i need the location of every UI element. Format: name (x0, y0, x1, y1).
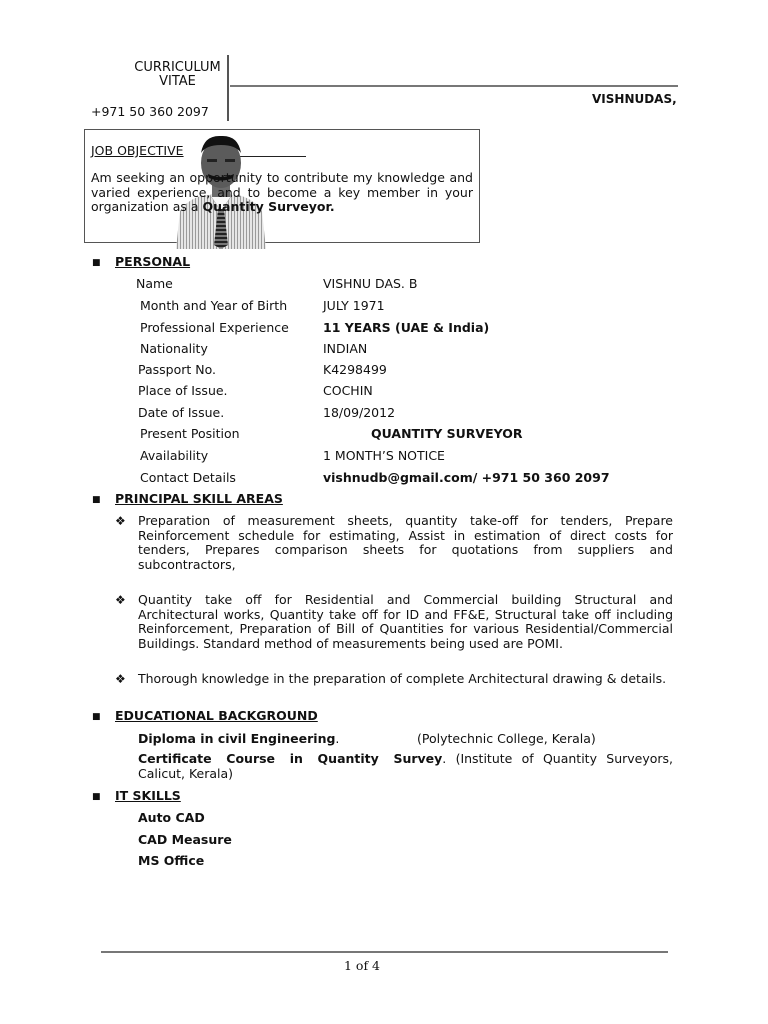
skills-heading-text: PRINCIPAL SKILL AREAS (115, 491, 283, 506)
square-bullet-icon: ■ (92, 495, 101, 505)
personal-value-birth: JULY 1971 (323, 298, 385, 313)
section-education-heading (92, 708, 318, 723)
personal-value-contact: vishnudb@gmail.com/ +971 50 360 2097 (323, 470, 610, 485)
square-bullet-icon: ■ (92, 792, 101, 802)
personal-label-contact: Contact Details (140, 470, 236, 485)
section-it-heading (92, 788, 181, 803)
personal-value-position: QUANTITY SURVEYOR (371, 426, 523, 441)
skill-item-3: Thorough knowledge in the preparation of complete Architectural drawing & details. (138, 671, 667, 686)
title-line-2: VITAE (159, 74, 196, 89)
header-divider-vertical (227, 55, 229, 121)
header-phone: +971 50 360 2097 (91, 104, 209, 119)
square-bullet-icon: ■ (92, 258, 101, 268)
skill-item-2: Quantity take off for Residential and Commercial building Structural and Architectural works, Quantity take off for ID and FF&E, Structural take off including Reinforcement, Preparation of Bill of Quantities for various Residential/Commercial Buildings. Standard method of measurements being used are POMI. (138, 592, 673, 651)
personal-label-passport: Passport No. (138, 362, 217, 377)
certificate-title: Certificate Course in Quantity Survey (138, 751, 443, 766)
objective-heading: JOB OBJECTIVE (91, 143, 184, 158)
personal-value-availability: 1 MONTH’S NOTICE (323, 448, 445, 463)
diamond-bullet-icon: ❖ (115, 672, 126, 686)
personal-value-nationality: INDIAN (323, 341, 368, 356)
certificate-institution: (Institute of Quantity Surveyors, Calicut, Kerala) (138, 751, 674, 781)
personal-label-date: Date of Issue. (138, 405, 225, 420)
personal-label-place: Place of Issue. (138, 383, 228, 398)
education-heading-text: EDUCATIONAL BACKGROUND (115, 708, 318, 723)
objective-text (91, 171, 473, 215)
personal-label-position: Present Position (140, 426, 240, 441)
header-name: VISHNUDAS, (592, 92, 677, 106)
it-skill-1: Auto CAD (138, 810, 205, 825)
it-skill-2: CAD Measure (138, 832, 232, 847)
education-diploma: Diploma in civil Engineering. (138, 731, 340, 746)
personal-label-birth: Month and Year of Birth (140, 298, 288, 313)
page-number: 1 of 4 (344, 958, 381, 973)
personal-label-nationality: Nationality (140, 341, 208, 356)
education-certificate: Certificate Course in Quantity Survey. (Institute of Quantity Surveyors, Calicut, Kerala) (138, 751, 674, 781)
section-skills-heading (92, 491, 283, 506)
square-bullet-icon: ■ (92, 712, 101, 722)
diamond-bullet-icon: ❖ (115, 514, 126, 528)
it-heading-text: IT SKILLS (115, 788, 181, 803)
diamond-bullet-icon: ❖ (115, 593, 126, 607)
objective-body: Am seeking an opportunity to contribute my knowledge and varied experience, and to become a key member in your organization as a (91, 170, 473, 214)
footer-divider (101, 951, 668, 953)
personal-value-passport: K4298499 (323, 362, 387, 377)
diploma-title: Diploma in civil Engineering (138, 731, 336, 746)
personal-value-place: COCHIN (323, 383, 373, 398)
personal-value-date: 18/09/2012 (323, 405, 396, 420)
it-skill-3: MS Office (138, 853, 205, 868)
diploma-institution: (Polytechnic College, Kerala) (417, 731, 596, 746)
objective-role: Quantity Surveyor. (202, 199, 335, 214)
personal-value-experience: 11 YEARS (UAE & India) (323, 320, 490, 335)
header-divider-horizontal (230, 85, 678, 87)
title-line-1: CURRICULUM (134, 60, 221, 75)
personal-value-name: VISHNU DAS. B (323, 276, 418, 291)
skill-item-1: Preparation of measurement sheets, quantity take-off for tenders, Prepare Reinforcement schedule for estimating, Assist in estimation of direct costs for tenders, Prepares comparison sheets for quotations from suppliers and subcontractors, (138, 513, 673, 572)
personal-heading-text: PERSONAL (115, 254, 191, 269)
personal-label-name: Name (136, 276, 173, 291)
personal-label-availability: Availability (140, 448, 209, 463)
section-personal-heading (92, 254, 190, 269)
document-title (120, 61, 235, 89)
personal-label-experience: Professional Experience (140, 320, 289, 335)
